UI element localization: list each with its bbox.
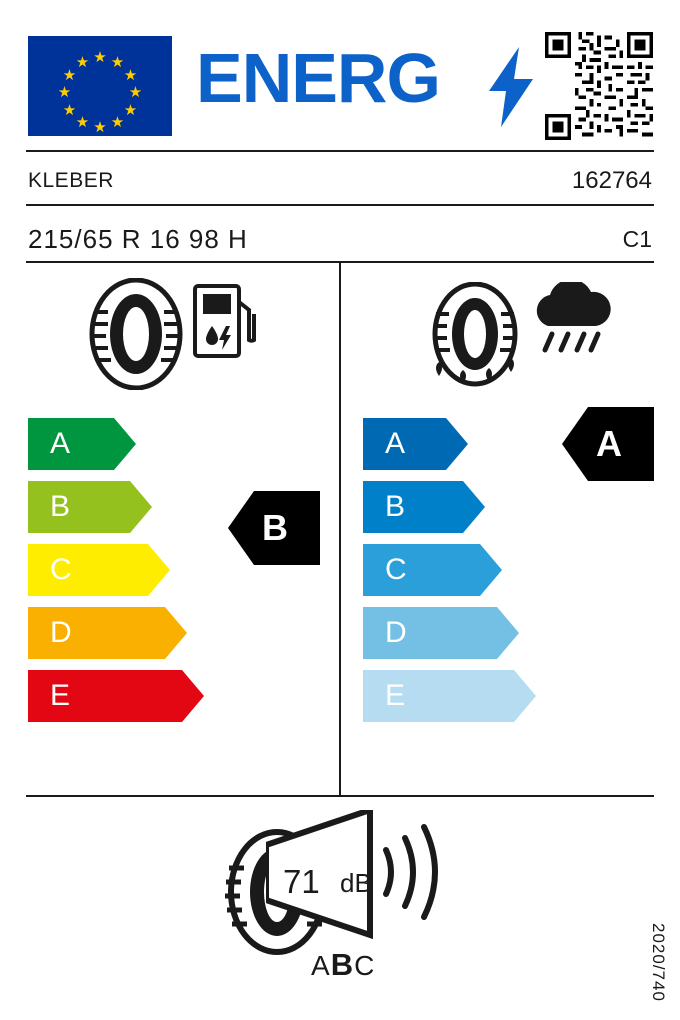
date-code: 2020/740 <box>649 923 668 1002</box>
fuel-grade-b-letter: B <box>50 490 71 523</box>
wet-grade-e <box>363 670 563 722</box>
wet-grade-e-letter: E <box>385 679 406 712</box>
fuel-grade-a <box>28 418 228 470</box>
wet-grade-c <box>363 544 563 596</box>
tyre-class: C1 <box>622 226 652 252</box>
noise-class-scale <box>311 947 375 983</box>
fuel-grade-d-letter: D <box>50 616 72 649</box>
wet-grade-c-letter: C <box>385 553 407 586</box>
noise-class-b: B <box>330 947 355 982</box>
product-code: 162764 <box>571 167 652 194</box>
divider-noise <box>26 795 654 797</box>
noise-class-c: C <box>354 950 376 981</box>
tyre-size: 215/65 R 16 98 H <box>28 224 248 254</box>
wet-grade-scale <box>363 418 563 733</box>
divider-top <box>26 150 654 152</box>
noise-value: 71 <box>283 863 320 900</box>
lightning-bolt-icon <box>489 47 533 127</box>
divider-center <box>339 263 341 795</box>
page-title: ENERG <box>196 39 440 117</box>
wet-grade-d <box>363 607 563 659</box>
fuel-grade-b <box>28 481 228 533</box>
rain-cloud-icon <box>528 282 618 360</box>
wet-grade-b-letter: B <box>385 490 406 523</box>
fuel-grade-e-letter: E <box>50 679 71 712</box>
eu-flag-icon: ★ ★ ★ ★ ★ ★ ★ ★ ★ ★ ★ ★ <box>28 36 172 136</box>
wet-grade-a-letter: A <box>385 427 406 460</box>
tyre-splash-icon <box>425 282 530 394</box>
qr-code-icon <box>545 32 653 140</box>
fuel-pump-icon <box>192 282 258 360</box>
wet-selected-marker <box>562 407 654 481</box>
wet-grade-d-letter: D <box>385 616 407 649</box>
fuel-grade-c-letter: C <box>50 553 72 586</box>
fuel-grade-c <box>28 544 228 596</box>
brand-name: KLEBER <box>28 169 114 192</box>
noise-section <box>0 800 680 1015</box>
fuel-grade-e <box>28 670 228 722</box>
fuel-grade-d <box>28 607 228 659</box>
wet-grade-b <box>363 481 563 533</box>
fuel-grade-scale <box>28 418 228 733</box>
fuel-grade-a-letter: A <box>50 427 71 460</box>
fuel-selected-marker <box>228 491 320 565</box>
wet-selected-letter: A <box>596 423 622 464</box>
noise-unit: dB <box>340 868 372 898</box>
wet-grade-a <box>363 418 563 470</box>
fuel-selected-letter: B <box>262 507 288 548</box>
divider-brand <box>26 204 654 206</box>
noise-class-a: A <box>311 950 331 981</box>
tyre-icon <box>86 278 186 390</box>
